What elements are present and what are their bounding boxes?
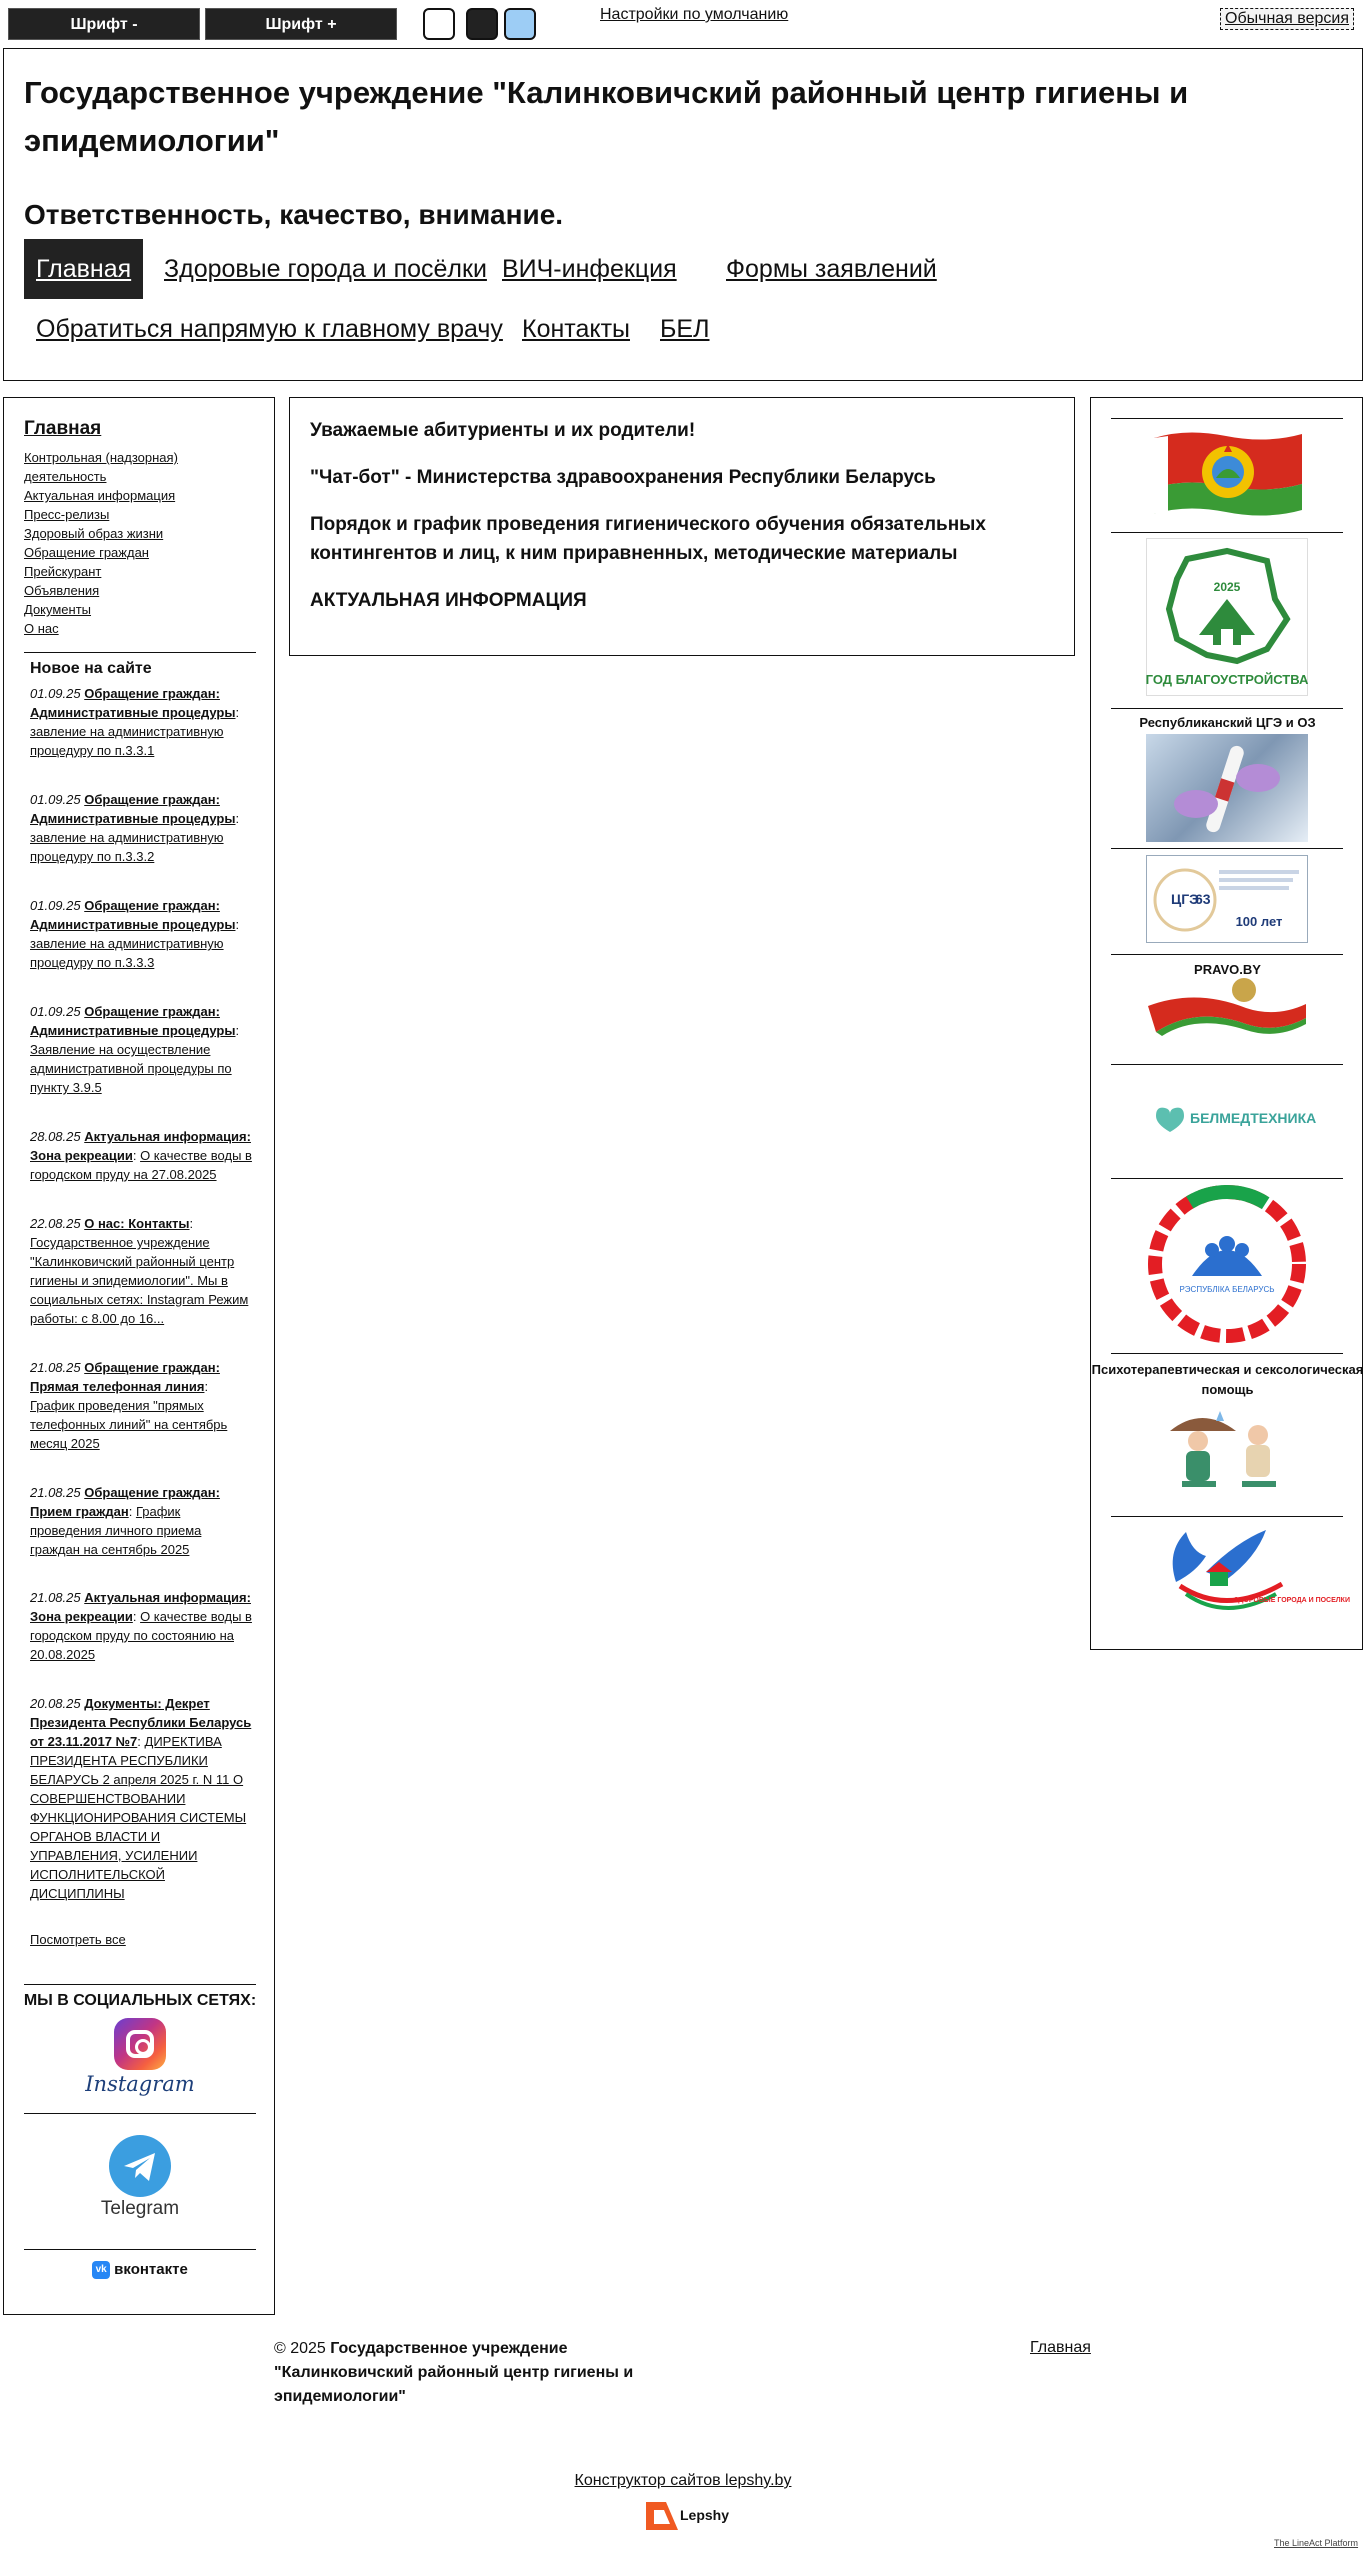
news-heading: Новое на сайте [30, 660, 152, 677]
nav-item-language-bel[interactable]: БЕЛ [660, 315, 710, 343]
nav-item-healthy-cities[interactable]: Здоровые города и посёлки [164, 255, 487, 283]
font-decrease-button[interactable]: Шрифт - [8, 8, 200, 40]
sidebar-item-prices[interactable]: Прейскурант [24, 564, 102, 579]
news-item[interactable]: 01.09.25 Обращение граждан: Административные процедуры: завление на административную процедуру по п.3.3.2 [30, 792, 240, 864]
svg-text:63: 63 [1195, 891, 1211, 907]
view-all-news-link[interactable]: Посмотреть все [30, 1932, 126, 1947]
nav-item-forms[interactable]: Формы заявлений [726, 255, 937, 283]
news-item[interactable]: 22.08.25 О нас: Контакты: Государственное учреждение "Калинковичский районный центр гигиены и эпидемиологии". Мы в социальных сетях: Instagram Режим работы: с 8.00 до 16... [30, 1216, 249, 1326]
site-header [3, 48, 1363, 381]
instagram-label[interactable]: Instagram [85, 2072, 195, 2096]
divider [1111, 1064, 1343, 1065]
sidebar-item-appeals[interactable]: Обращение граждан [24, 545, 149, 560]
divider [1111, 1178, 1343, 1179]
main-link-chatbot[interactable]: "Чат-бот" - Министерства здравоохранения Республики Беларусь [310, 467, 936, 488]
news-item[interactable]: 21.08.25 Обращение граждан: Прямая телефонная линия: График проведения "прямых телефонных линий" на сентябрь месяц 2025 [30, 1360, 228, 1451]
sidebar-item-actual-info[interactable]: Актуальная информация [24, 488, 176, 503]
pravo-banner[interactable] [1146, 978, 1308, 1038]
main-link-actual-info[interactable]: АКТУАЛЬНАЯ ИНФОРМАЦИЯ [310, 590, 587, 611]
svg-text:ЦГЭ: ЦГЭ [1171, 891, 1200, 907]
left-sidebar [3, 397, 275, 2315]
centenary-banner[interactable] [1146, 855, 1308, 943]
footer-org-name: Государственное учреждение "Калинковичский районный центр гигиены и эпидемиологии" [274, 2340, 634, 2405]
footer-home-link[interactable]: Главная [1030, 2339, 1091, 2356]
divider [1111, 418, 1343, 419]
color-scheme-black-button[interactable] [466, 8, 498, 40]
divider [24, 652, 256, 653]
normal-version-link[interactable]: Обычная версия [1220, 8, 1354, 30]
divider [1111, 954, 1343, 955]
sidebar-item-about[interactable]: О нас [24, 621, 59, 636]
main-content [289, 397, 1075, 656]
psycho-help-banner[interactable] [1146, 1401, 1308, 1503]
color-scheme-blue-button[interactable] [504, 8, 536, 40]
svg-text:ГОД БЛАГОУСТРОЙСТВА: ГОД БЛАГОУСТРОЙСТВА [1145, 672, 1309, 687]
color-scheme-white-button[interactable] [423, 8, 455, 40]
telegram-icon[interactable] [109, 2135, 171, 2197]
sidebar-item-control[interactable]: Контрольная (надзорная) [24, 450, 178, 465]
accessibility-bar [0, 0, 1366, 48]
divider [24, 2249, 256, 2250]
sidebar-item-control-2[interactable]: деятельность [24, 469, 107, 484]
news-item[interactable]: 21.08.25 Обращение граждан: Прием граждан: График проведения личного приема граждан на сентябрь 2025 [30, 1485, 220, 1557]
vk-label: вконтакте [114, 2261, 188, 2278]
belmedtechnika-banner[interactable] [1146, 1098, 1317, 1138]
divider [1111, 1516, 1343, 1517]
pravo-label[interactable]: PRAVO.BY [1194, 962, 1261, 977]
site-title: Государственное учреждение "Калинковичский районный центр гигиены и эпидемиологии" [24, 75, 1189, 158]
news-item[interactable]: 01.09.25 Обращение граждан: Административные процедуры: Заявление на осуществление административной процедуры по пункту 3.9.5 [30, 1004, 240, 1095]
svg-text:2025: 2025 [1213, 580, 1241, 594]
vk-link[interactable] [4, 2261, 276, 2279]
protocol-banner[interactable] [1146, 1184, 1308, 1344]
site-constructor-link[interactable]: Конструктор сайтов lepshy.by [574, 2472, 792, 2489]
divider [24, 1984, 256, 1985]
main-link-hygiene-training[interactable]: Порядок и график проведения гигиенического обучения обязательных контингентов и лиц, к ним приравненных, методические материалы [310, 514, 986, 564]
instagram-icon[interactable] [114, 2018, 166, 2070]
news-item[interactable]: 28.08.25 Актуальная информация: Зона рекреации: О качестве воды в городском пруду на 27.08.2025 [30, 1129, 252, 1182]
nav-item-contacts[interactable]: Контакты [522, 315, 630, 343]
news-item[interactable]: 01.09.25 Обращение граждан: Административные процедуры: завление на административную процедуру по п.3.3.1 [30, 686, 240, 758]
belarus-flag-banner[interactable] [1146, 424, 1308, 524]
font-increase-button[interactable]: Шрифт + [205, 8, 397, 40]
sidebar-item-documents[interactable]: Документы [24, 602, 92, 617]
platform-link[interactable]: The LineAct Platform [1274, 2538, 1359, 2548]
social-heading: МЫ В СОЦИАЛЬНЫХ СЕТЯХ: [23, 1992, 257, 2009]
telegram-label[interactable]: Telegram [100, 2198, 180, 2219]
svg-text:РЭСПУБЛІКА БЕЛАРУСЬ: РЭСПУБЛІКА БЕЛАРУСЬ [1179, 1285, 1275, 1294]
rcge-banner[interactable] [1146, 734, 1308, 842]
healthy-cities-banner[interactable] [1146, 1522, 1350, 1622]
divider [1111, 848, 1343, 849]
main-link-applicants[interactable]: Уважаемые абитуриенты и их родители! [310, 420, 696, 441]
divider [1111, 708, 1343, 709]
nav-item-chief-doctor[interactable]: Обратиться напрямую к главному врачу [36, 315, 503, 343]
reset-settings-link[interactable]: Настройки по умолчанию [600, 6, 789, 23]
site-slogan: Ответственность, качество, внимание. [24, 199, 564, 230]
sidebar-item-announcements[interactable]: Объявления [24, 583, 100, 598]
psycho-help-label[interactable]: Психотерапевтическая и сексологическая помощь [1091, 1362, 1364, 1397]
right-sidebar [1090, 397, 1363, 1650]
news-item[interactable]: 01.09.25 Обращение граждан: Административные процедуры: завление на административную процедуру по п.3.3.3 [30, 898, 240, 970]
divider [24, 2113, 256, 2114]
sidebar-menu [24, 448, 264, 638]
rcge-label[interactable]: Республиканский ЦГЭ и ОЗ [1139, 715, 1316, 730]
news-item[interactable]: 20.08.25 Документы: Декрет Президента Республики Беларусь от 23.11.2017 №7: ДИРЕКТИВА ПРЕЗИДЕНТА РЕСПУБЛИКИ БЕЛАРУСЬ 2 апреля 2025 г. N 11 О СОВЕРШЕНСТВОВАНИИ ФУНКЦИОНИРОВАНИЯ СИСТЕМЫ ОРГАНОВ ВЛАСТИ И УПРАВЛЕНИЯ, УСИЛЕНИИ ИСПОЛНИТЕЛЬСКОЙ ДИСЦИПЛИНЫ [30, 1696, 252, 1901]
svg-text:100 лет: 100 лет [1235, 914, 1283, 929]
nav-item-home[interactable]: Главная [24, 239, 143, 299]
sidebar-home-link[interactable]: Главная [24, 418, 102, 439]
divider [1111, 532, 1343, 533]
svg-text:ЗДОРОВЫЕ ГОРОДА И ПОСЕЛКИ: ЗДОРОВЫЕ ГОРОДА И ПОСЕЛКИ [1234, 1597, 1350, 1604]
lepshy-label: Lepshy [680, 2507, 730, 2523]
sidebar-item-healthy-life[interactable]: Здоровый образ жизни [24, 526, 164, 541]
nav-item-hiv[interactable]: ВИЧ-инфекция [502, 255, 677, 283]
vk-icon: vk [92, 2261, 110, 2279]
sidebar-item-press[interactable]: Пресс-релизы [24, 507, 110, 522]
divider [1111, 1353, 1343, 1354]
svg-text:БЕЛМЕДТЕХНИКА: БЕЛМЕДТЕХНИКА [1190, 1110, 1317, 1126]
year-of-improvement-banner[interactable] [1146, 538, 1308, 696]
news-item[interactable]: 21.08.25 Актуальная информация: Зона рекреации: О качестве воды в городском пруду по состоянию на 20.08.2025 [30, 1590, 252, 1662]
footer-copyright: © 2025 Государственное учреждение "Калинковичский районный центр гигиены и эпидемиологии" [274, 2340, 634, 2405]
